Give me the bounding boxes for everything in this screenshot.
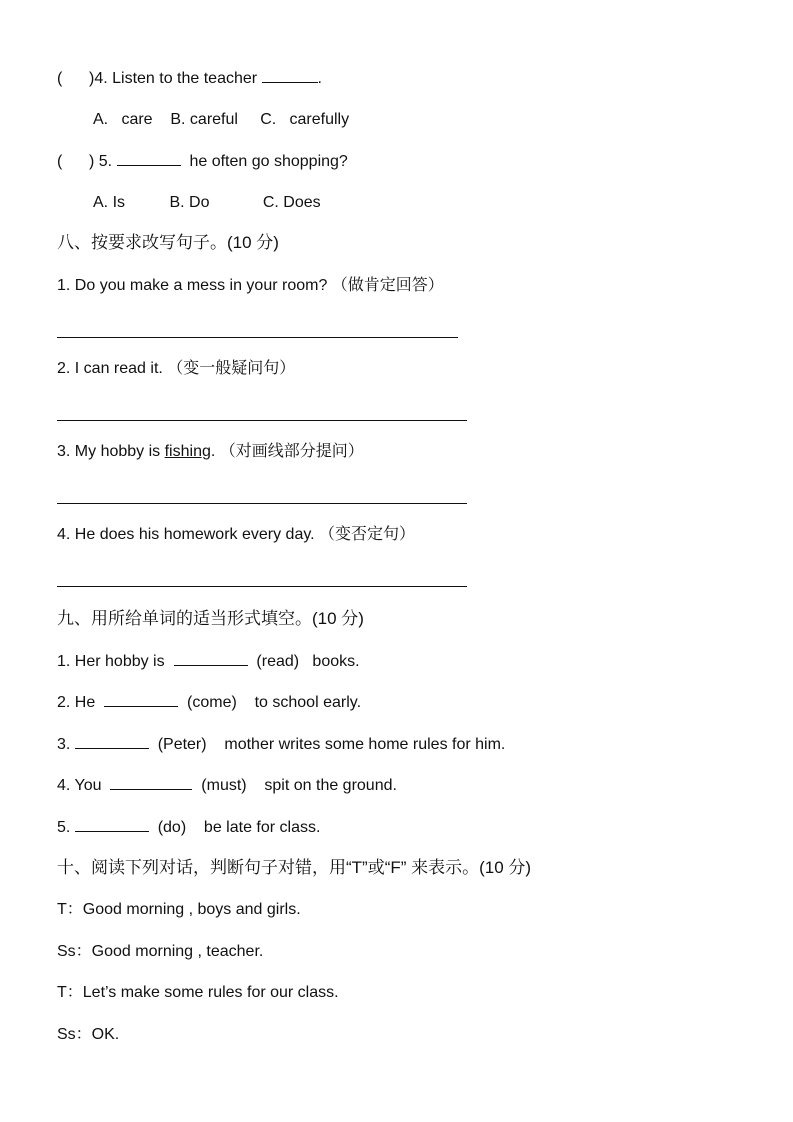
s8-item-1: 1. Do you make a mess in your room? （做肯定回答）: [57, 277, 444, 294]
answer-line: [57, 503, 467, 504]
dialogue-line: Ss：Good morning , teacher.: [57, 943, 264, 960]
section-8-heading: 八、按要求改写句子。(10 分): [57, 233, 279, 252]
question-5: ( ) 5. he often go shopping?: [57, 153, 348, 170]
dialogue-line: Ss：OK.: [57, 1026, 120, 1043]
blank: [262, 68, 318, 83]
dialogue-line: T：Good morning , boys and girls.: [57, 901, 301, 918]
section-9-heading: 九、用所给单词的适当形式填空。(10 分): [57, 609, 364, 628]
q5-options: A. Is B. Do C. Does: [93, 194, 321, 211]
s8-item-3: 3. My hobby is fishing. （对画线部分提问）: [57, 443, 364, 460]
s9-item-3: 3. (Peter) mother writes some home rules for him.: [57, 736, 506, 753]
q4-options: A. care B. careful C. carefully: [93, 111, 350, 128]
question-4: ( )4. Listen to the teacher .: [57, 70, 322, 87]
s9-item-1: 1. Her hobby is (read) books.: [57, 653, 360, 670]
answer-line: [57, 337, 458, 338]
answer-paren: (: [57, 70, 63, 87]
section-10-heading: 十、阅读下列对话，判断句子对错，用“T”或“F” 来表示。(10 分): [57, 858, 532, 877]
s8-item-4: 4. He does his homework every day. （变否定句）: [57, 526, 416, 543]
s8-item-2: 2. I can read it. （变一般疑问句）: [57, 360, 296, 377]
s9-item-2: 2. He (come) to school early.: [57, 694, 362, 711]
s9-item-4: 4. You (must) spit on the ground.: [57, 777, 397, 794]
answer-line: [57, 586, 467, 587]
blank: [117, 151, 181, 166]
dialogue-line: T：Let’s make some rules for our class.: [57, 984, 339, 1001]
s9-item-5: 5. (do) be late for class.: [57, 819, 321, 836]
answer-line: [57, 420, 467, 421]
